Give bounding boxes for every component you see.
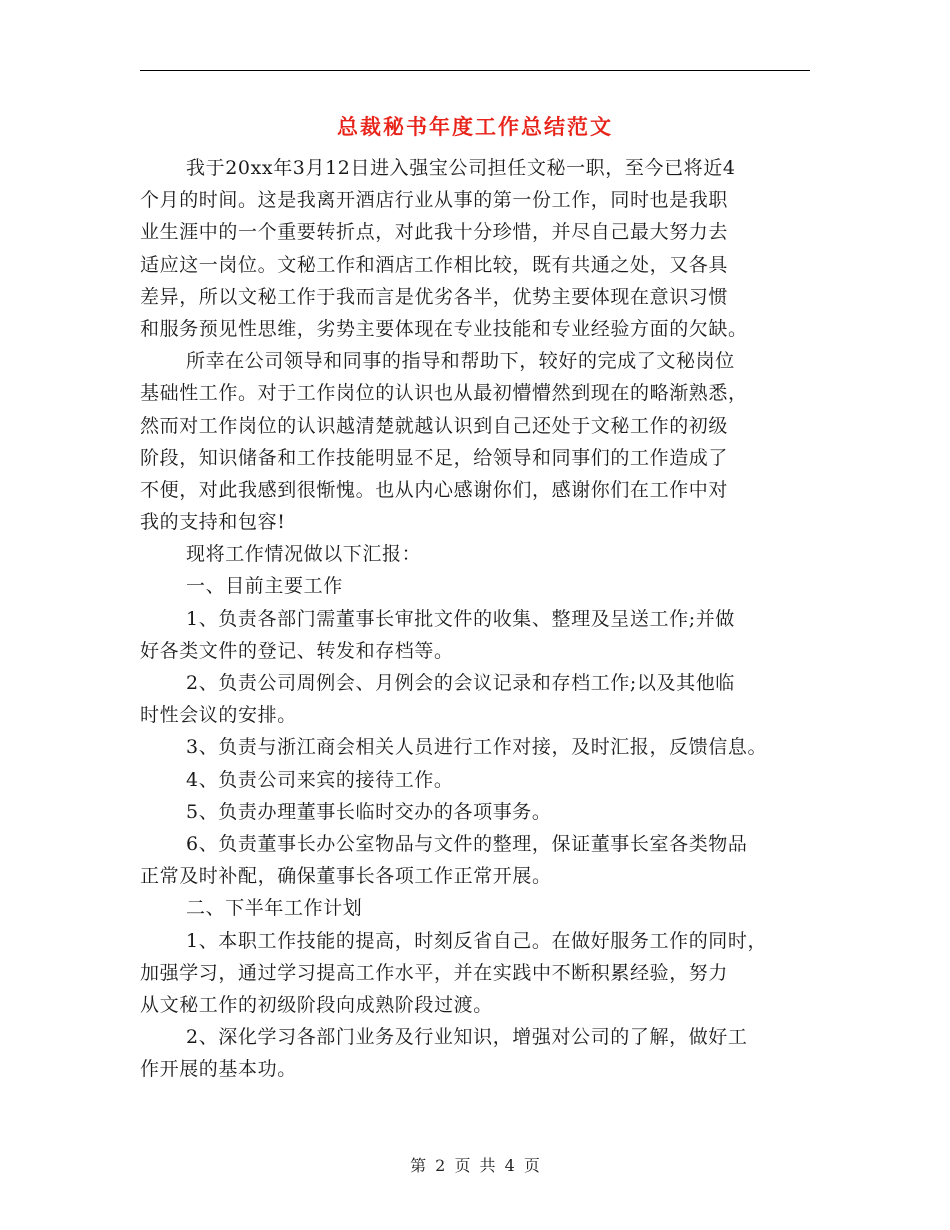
text-line: 个月的时间。这是我离开酒店行业从事的第一份工作，同时也是我职 <box>140 189 729 212</box>
text-line: 2、负责公司周例会、月例会的会议记录和存档工作;以及其他临 <box>186 672 735 694</box>
text-line: 阶段，知识储备和工作技能明显不足，给领导和同事们的工作造成了 <box>140 446 729 469</box>
text-line: 3、负责与浙江商会相关人员进行工作对接，及时汇报，反馈信息。 <box>186 736 768 759</box>
text-line: 时性会议的安排。 <box>140 704 297 727</box>
text-line: 4、负责公司来宾的接待工作。 <box>186 768 454 791</box>
document-title: 总裁秘书年度工作总结范文 <box>337 114 613 139</box>
page-footer: 第 2 页 共 4 页 <box>410 1156 540 1175</box>
text-line: 1、本职工作技能的提高，时刻反省自己。在做好服务工作的同时， <box>186 929 768 952</box>
text-line: 我的支持和包容! <box>140 511 286 534</box>
text-line: 正常及时补配，确保董事长各项工作正常开展。 <box>140 865 552 888</box>
text-line: 基础性工作。对于工作岗位的认识也从最初懵懵然到现在的略渐熟悉， <box>140 382 748 405</box>
text-line: 不便，对此我感到很惭愧。也从内心感谢你们，感谢你们在工作中对 <box>140 478 729 501</box>
text-line: 作开展的基本功。 <box>140 1058 297 1081</box>
text-line: 现将工作情况做以下汇报： <box>186 543 422 566</box>
text-line: 业生涯中的一个重要转折点，对此我十分珍惜，并尽自己最大努力去 <box>140 221 729 244</box>
text-line: 5、负责办理董事长临时交办的各项事务。 <box>186 800 552 823</box>
document-body <box>140 152 820 1085</box>
text-line: 差异，所以文秘工作于我而言是优劣各半，优势主要体现在意识习惯 <box>140 285 729 308</box>
text-line: 6、负责董事长办公室物品与文件的整理，保证董事长室各类物品 <box>186 832 748 855</box>
text-line: 所幸在公司领导和同事的指导和帮助下，较好的完成了文秘岗位 <box>186 350 735 373</box>
text-line: 1、负责各部门需董事长审批文件的收集、整理及呈送工作;并做 <box>186 607 735 630</box>
text-line: 适应这一岗位。文秘工作和酒店工作相比较，既有共通之处，又各具 <box>140 253 729 276</box>
text-line: 2、深化学习各部门业务及行业知识，增强对公司的了解，做好工 <box>186 1026 748 1049</box>
text-line: 从文秘工作的初级阶段向成熟阶段过渡。 <box>140 993 493 1016</box>
text-line: 二、下半年工作计划 <box>186 897 363 920</box>
text-line: 一、目前主要工作 <box>186 575 343 598</box>
header-rule <box>140 70 810 71</box>
text-line: 加强学习，通过学习提高工作水平，并在实践中不断积累经验，努力 <box>140 961 729 984</box>
text-line: 我于20xx年3月12日进入强宝公司担任文秘一职，至今已将近4 <box>186 157 736 179</box>
text-line: 和服务预见性思维，劣势主要体现在专业技能和专业经验方面的欠缺。 <box>140 317 748 340</box>
text-line: 好各类文件的登记、转发和存档等。 <box>140 639 454 662</box>
text-line: 然而对工作岗位的认识越清楚就越认识到自己还处于文秘工作的初级 <box>140 414 729 437</box>
